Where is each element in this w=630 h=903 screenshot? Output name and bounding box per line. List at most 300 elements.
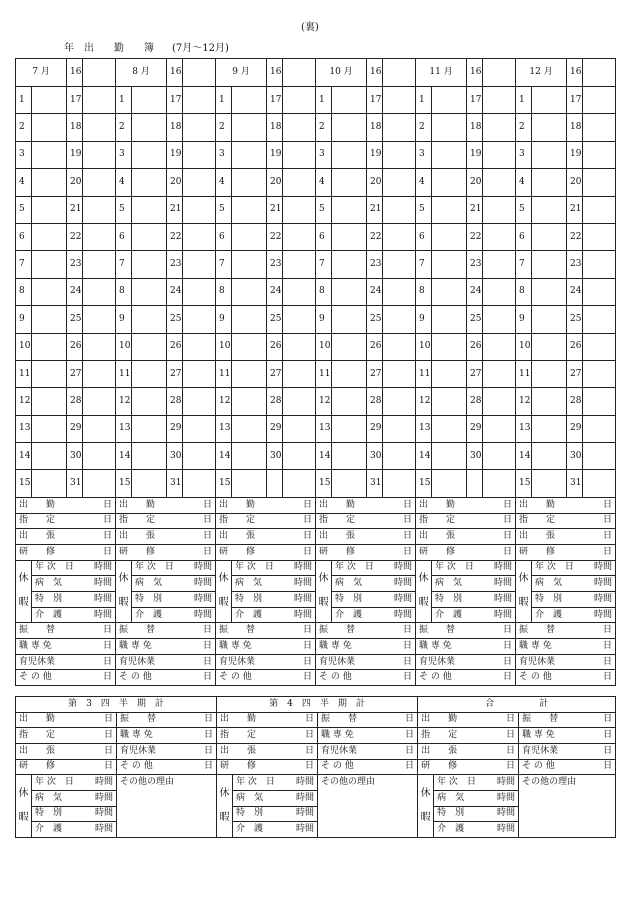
day-cell[interactable]	[532, 196, 567, 223]
day-cell[interactable]	[132, 470, 167, 497]
day-cell[interactable]	[83, 415, 116, 442]
day-cell[interactable]	[532, 360, 567, 387]
totals-left-cell[interactable]	[16, 759, 117, 775]
day-cell[interactable]	[83, 169, 116, 196]
day-cell[interactable]	[332, 306, 367, 333]
other-cell[interactable]	[16, 670, 116, 686]
day-cell[interactable]	[132, 169, 167, 196]
leave-cell[interactable]	[132, 560, 216, 576]
day-cell[interactable]	[32, 251, 67, 278]
leave-cell[interactable]	[32, 576, 116, 592]
day-cell[interactable]	[83, 196, 116, 223]
other-cell[interactable]	[216, 654, 316, 670]
leave-cell[interactable]	[332, 607, 416, 623]
day-cell[interactable]	[283, 388, 316, 415]
day-cell[interactable]	[583, 141, 616, 168]
summary-cell[interactable]	[216, 497, 316, 513]
day-cell[interactable]	[383, 388, 416, 415]
day-cell[interactable]	[583, 169, 616, 196]
day-cell[interactable]	[32, 87, 67, 114]
leave-cell[interactable]	[232, 607, 316, 623]
day-cell[interactable]	[432, 223, 467, 250]
summary-cell[interactable]	[116, 544, 216, 560]
day-cell[interactable]	[183, 196, 216, 223]
day-cell[interactable]	[532, 251, 567, 278]
day-cell[interactable]	[183, 59, 216, 87]
day-cell[interactable]	[83, 443, 116, 470]
totals-left-cell[interactable]	[418, 712, 519, 728]
leave-cell[interactable]	[232, 591, 316, 607]
day-cell[interactable]	[283, 360, 316, 387]
other-cell[interactable]	[216, 670, 316, 686]
day-cell[interactable]	[532, 306, 567, 333]
totals-right-cell[interactable]	[519, 728, 616, 744]
other-cell[interactable]	[16, 654, 116, 670]
totals-right-cell[interactable]	[318, 712, 418, 728]
day-cell[interactable]	[532, 169, 567, 196]
summary-cell[interactable]	[116, 497, 216, 513]
day-cell[interactable]	[332, 470, 367, 497]
day-cell[interactable]	[32, 443, 67, 470]
day-cell[interactable]	[383, 196, 416, 223]
totals-leave-cell[interactable]	[32, 822, 117, 838]
day-cell[interactable]	[32, 306, 67, 333]
totals-left-cell[interactable]	[217, 728, 318, 744]
day-cell[interactable]	[432, 470, 467, 497]
day-cell[interactable]	[232, 470, 267, 497]
day-cell[interactable]	[183, 388, 216, 415]
other-cell[interactable]	[216, 639, 316, 655]
totals-right-cell[interactable]	[117, 759, 217, 775]
day-cell[interactable]	[483, 278, 516, 305]
other-cell[interactable]	[316, 654, 416, 670]
day-cell[interactable]	[383, 360, 416, 387]
day-cell[interactable]	[183, 415, 216, 442]
day-cell[interactable]	[232, 278, 267, 305]
day-cell[interactable]	[383, 141, 416, 168]
leave-cell[interactable]	[432, 576, 516, 592]
day-cell[interactable]	[232, 415, 267, 442]
day-cell[interactable]	[183, 169, 216, 196]
day-cell[interactable]	[32, 415, 67, 442]
day-cell[interactable]	[583, 360, 616, 387]
day-cell[interactable]	[383, 415, 416, 442]
day-cell[interactable]	[332, 87, 367, 114]
day-cell[interactable]	[483, 169, 516, 196]
day-cell[interactable]	[32, 470, 67, 497]
totals-leave-cell[interactable]	[32, 790, 117, 806]
other-cell[interactable]	[416, 623, 516, 639]
other-cell[interactable]	[516, 654, 616, 670]
day-cell[interactable]	[332, 141, 367, 168]
other-cell[interactable]	[416, 639, 516, 655]
day-cell[interactable]	[483, 333, 516, 360]
day-cell[interactable]	[332, 333, 367, 360]
day-cell[interactable]	[283, 278, 316, 305]
leave-cell[interactable]	[332, 576, 416, 592]
totals-left-cell[interactable]	[16, 712, 117, 728]
other-cell[interactable]	[116, 654, 216, 670]
totals-left-cell[interactable]	[217, 712, 318, 728]
day-cell[interactable]	[183, 470, 216, 497]
day-cell[interactable]	[583, 59, 616, 87]
day-cell[interactable]	[383, 251, 416, 278]
summary-cell[interactable]	[316, 497, 416, 513]
day-cell[interactable]	[83, 114, 116, 141]
other-cell[interactable]	[216, 623, 316, 639]
day-cell[interactable]	[583, 196, 616, 223]
day-cell[interactable]	[183, 278, 216, 305]
day-cell[interactable]	[332, 388, 367, 415]
other-cell[interactable]	[116, 623, 216, 639]
totals-right-cell[interactable]	[519, 759, 616, 775]
day-cell[interactable]	[132, 223, 167, 250]
day-cell[interactable]	[232, 114, 267, 141]
totals-right-cell[interactable]	[318, 728, 418, 744]
day-cell[interactable]	[283, 141, 316, 168]
day-cell[interactable]	[483, 306, 516, 333]
summary-cell[interactable]	[116, 513, 216, 529]
totals-left-cell[interactable]	[217, 743, 318, 759]
other-cell[interactable]	[316, 623, 416, 639]
leave-cell[interactable]	[432, 591, 516, 607]
summary-cell[interactable]	[516, 497, 616, 513]
totals-left-cell[interactable]	[418, 728, 519, 744]
day-cell[interactable]	[32, 223, 67, 250]
leave-cell[interactable]	[32, 607, 116, 623]
other-cell[interactable]	[416, 670, 516, 686]
day-cell[interactable]	[432, 415, 467, 442]
day-cell[interactable]	[383, 59, 416, 87]
summary-cell[interactable]	[316, 529, 416, 545]
day-cell[interactable]	[183, 114, 216, 141]
totals-leave-cell[interactable]	[434, 806, 519, 822]
summary-cell[interactable]	[516, 529, 616, 545]
totals-left-cell[interactable]	[16, 743, 117, 759]
day-cell[interactable]	[583, 278, 616, 305]
summary-cell[interactable]	[216, 544, 316, 560]
day-cell[interactable]	[383, 443, 416, 470]
day-cell[interactable]	[32, 388, 67, 415]
day-cell[interactable]	[132, 196, 167, 223]
other-cell[interactable]	[316, 670, 416, 686]
totals-right-cell[interactable]	[318, 759, 418, 775]
day-cell[interactable]	[383, 306, 416, 333]
totals-leave-cell[interactable]	[32, 775, 117, 791]
other-reason-cell[interactable]	[318, 775, 418, 838]
other-reason-cell[interactable]	[117, 775, 217, 838]
day-cell[interactable]	[332, 443, 367, 470]
day-cell[interactable]	[232, 196, 267, 223]
day-cell[interactable]	[483, 141, 516, 168]
other-cell[interactable]	[416, 654, 516, 670]
leave-cell[interactable]	[132, 607, 216, 623]
day-cell[interactable]	[283, 223, 316, 250]
day-cell[interactable]	[132, 443, 167, 470]
day-cell[interactable]	[232, 306, 267, 333]
day-cell[interactable]	[132, 333, 167, 360]
totals-leave-cell[interactable]	[233, 806, 318, 822]
day-cell[interactable]	[532, 223, 567, 250]
summary-cell[interactable]	[16, 544, 116, 560]
totals-leave-cell[interactable]	[233, 775, 318, 791]
day-cell[interactable]	[483, 360, 516, 387]
day-cell[interactable]	[83, 141, 116, 168]
day-cell[interactable]	[432, 114, 467, 141]
other-cell[interactable]	[16, 639, 116, 655]
leave-cell[interactable]	[332, 560, 416, 576]
day-cell[interactable]	[283, 196, 316, 223]
day-cell[interactable]	[532, 114, 567, 141]
day-cell[interactable]	[332, 278, 367, 305]
other-reason-cell[interactable]	[519, 775, 616, 838]
totals-left-cell[interactable]	[418, 743, 519, 759]
day-cell[interactable]	[283, 114, 316, 141]
day-cell[interactable]	[83, 306, 116, 333]
day-cell[interactable]	[132, 251, 167, 278]
day-cell[interactable]	[232, 223, 267, 250]
day-cell[interactable]	[283, 169, 316, 196]
day-cell[interactable]	[432, 251, 467, 278]
day-number: 22	[567, 223, 583, 250]
day-cell[interactable]	[383, 333, 416, 360]
day-cell[interactable]	[232, 251, 267, 278]
day-cell[interactable]	[183, 306, 216, 333]
day-cell[interactable]	[132, 306, 167, 333]
leave-cell[interactable]	[132, 591, 216, 607]
day-cell[interactable]	[83, 278, 116, 305]
day-cell[interactable]	[432, 306, 467, 333]
day-cell[interactable]	[132, 278, 167, 305]
day-cell[interactable]	[583, 443, 616, 470]
totals-leave-cell[interactable]	[434, 790, 519, 806]
day-cell[interactable]	[132, 360, 167, 387]
day-cell[interactable]	[283, 59, 316, 87]
day-cell[interactable]	[83, 333, 116, 360]
totals-leave-cell[interactable]	[32, 806, 117, 822]
day-cell[interactable]	[283, 443, 316, 470]
day-cell[interactable]	[332, 223, 367, 250]
summary-cell[interactable]	[216, 529, 316, 545]
day-cell[interactable]	[183, 87, 216, 114]
other-cell[interactable]	[116, 639, 216, 655]
day-cell[interactable]	[383, 169, 416, 196]
day-cell[interactable]	[283, 87, 316, 114]
day-cell[interactable]	[32, 196, 67, 223]
day-cell[interactable]	[432, 360, 467, 387]
day-cell[interactable]	[583, 306, 616, 333]
leave-cell[interactable]	[432, 560, 516, 576]
day-cell[interactable]	[532, 470, 567, 497]
day-cell[interactable]	[432, 169, 467, 196]
summary-cell[interactable]	[316, 513, 416, 529]
day-cell[interactable]	[532, 333, 567, 360]
day-cell[interactable]	[283, 306, 316, 333]
day-cell[interactable]	[332, 415, 367, 442]
totals-left-cell[interactable]	[217, 759, 318, 775]
day-cell[interactable]	[132, 141, 167, 168]
day-cell[interactable]	[483, 223, 516, 250]
day-cell[interactable]	[532, 141, 567, 168]
day-cell[interactable]	[32, 114, 67, 141]
day-cell[interactable]	[332, 251, 367, 278]
day-cell[interactable]	[532, 415, 567, 442]
day-cell[interactable]	[483, 251, 516, 278]
day-cell[interactable]	[332, 360, 367, 387]
leave-cell[interactable]	[132, 576, 216, 592]
day-cell[interactable]	[532, 388, 567, 415]
totals-right-cell[interactable]	[318, 743, 418, 759]
day-cell[interactable]	[183, 360, 216, 387]
day-cell[interactable]	[232, 333, 267, 360]
leave-cell[interactable]	[532, 560, 616, 576]
day-cell[interactable]	[32, 278, 67, 305]
day-cell[interactable]	[232, 141, 267, 168]
day-cell[interactable]	[232, 87, 267, 114]
day-cell[interactable]	[32, 141, 67, 168]
totals-left-cell[interactable]	[16, 728, 117, 744]
day-cell[interactable]	[432, 196, 467, 223]
totals-leave-cell[interactable]	[233, 790, 318, 806]
summary-cell[interactable]	[416, 513, 516, 529]
day-cell[interactable]	[383, 114, 416, 141]
totals-right-cell[interactable]	[117, 743, 217, 759]
day-cell[interactable]	[283, 470, 316, 497]
summary-cell[interactable]	[416, 529, 516, 545]
other-cell[interactable]	[316, 639, 416, 655]
day-cell[interactable]	[483, 443, 516, 470]
day-cell[interactable]	[132, 114, 167, 141]
day-cell[interactable]	[183, 141, 216, 168]
totals-right-cell[interactable]	[519, 712, 616, 728]
day-cell[interactable]	[83, 470, 116, 497]
day-cell[interactable]	[383, 87, 416, 114]
day-cell[interactable]	[332, 114, 367, 141]
day-cell[interactable]	[283, 251, 316, 278]
day-cell[interactable]	[83, 87, 116, 114]
other-cell[interactable]	[16, 623, 116, 639]
day-cell[interactable]	[32, 169, 67, 196]
day-cell[interactable]	[483, 388, 516, 415]
leave-cell[interactable]	[532, 607, 616, 623]
day-cell[interactable]	[583, 470, 616, 497]
summary-cell[interactable]	[216, 513, 316, 529]
day-cell[interactable]	[332, 196, 367, 223]
day-cell[interactable]	[183, 333, 216, 360]
day-cell[interactable]	[232, 388, 267, 415]
day-cell[interactable]	[483, 87, 516, 114]
day-cell[interactable]	[583, 114, 616, 141]
day-cell[interactable]	[483, 196, 516, 223]
day-cell[interactable]	[132, 388, 167, 415]
summary-cell[interactable]	[416, 544, 516, 560]
day-cell[interactable]	[583, 87, 616, 114]
day-cell[interactable]	[432, 278, 467, 305]
day-cell[interactable]	[83, 251, 116, 278]
summary-cell[interactable]	[516, 544, 616, 560]
day-cell[interactable]	[232, 360, 267, 387]
summary-cell[interactable]	[16, 497, 116, 513]
day-cell[interactable]	[83, 59, 116, 87]
day-cell[interactable]	[383, 223, 416, 250]
leave-cell[interactable]	[232, 576, 316, 592]
day-cell[interactable]	[283, 415, 316, 442]
day-cell[interactable]	[183, 223, 216, 250]
day-cell[interactable]	[332, 169, 367, 196]
other-cell[interactable]	[516, 670, 616, 686]
day-cell[interactable]	[132, 87, 167, 114]
day-cell[interactable]	[432, 443, 467, 470]
day-cell[interactable]	[83, 388, 116, 415]
day-cell[interactable]	[132, 415, 167, 442]
totals-right-cell[interactable]	[519, 743, 616, 759]
leave-cell[interactable]	[432, 607, 516, 623]
day-cell[interactable]	[483, 470, 516, 497]
summary-cell[interactable]	[516, 513, 616, 529]
totals-leave-cell[interactable]	[233, 822, 318, 838]
leave-cell[interactable]	[532, 591, 616, 607]
totals-left-cell[interactable]	[418, 759, 519, 775]
leave-cell[interactable]	[32, 591, 116, 607]
day-cell[interactable]	[483, 59, 516, 87]
day-cell[interactable]	[532, 87, 567, 114]
summary-cell[interactable]	[316, 544, 416, 560]
day-cell[interactable]	[383, 470, 416, 497]
leave-cell[interactable]	[232, 560, 316, 576]
day-cell[interactable]	[583, 251, 616, 278]
leave-cell[interactable]	[332, 591, 416, 607]
other-cell[interactable]	[516, 639, 616, 655]
day-cell[interactable]	[583, 415, 616, 442]
other-cell[interactable]	[116, 670, 216, 686]
day-cell[interactable]	[32, 360, 67, 387]
day-cell[interactable]	[83, 223, 116, 250]
day-cell[interactable]	[432, 87, 467, 114]
day-cell[interactable]	[183, 251, 216, 278]
day-cell[interactable]	[483, 415, 516, 442]
day-cell[interactable]	[432, 333, 467, 360]
summary-cell[interactable]	[16, 529, 116, 545]
day-cell[interactable]	[183, 443, 216, 470]
totals-right-cell[interactable]	[117, 712, 217, 728]
leave-cell[interactable]	[532, 576, 616, 592]
totals-right-cell[interactable]	[117, 728, 217, 744]
day-cell[interactable]	[283, 333, 316, 360]
day-cell[interactable]	[383, 278, 416, 305]
day-cell[interactable]	[583, 223, 616, 250]
day-cell[interactable]	[32, 333, 67, 360]
totals-leave-cell[interactable]	[434, 822, 519, 838]
day-cell[interactable]	[583, 333, 616, 360]
summary-cell[interactable]	[416, 497, 516, 513]
summary-label: 出 勤	[219, 499, 256, 510]
day-cell[interactable]	[532, 278, 567, 305]
leave-cell[interactable]	[32, 560, 116, 576]
other-cell[interactable]	[516, 623, 616, 639]
day-cell[interactable]	[583, 388, 616, 415]
day-cell[interactable]	[232, 443, 267, 470]
summary-cell[interactable]	[116, 529, 216, 545]
totals-leave-cell[interactable]	[434, 775, 519, 791]
day-cell[interactable]	[483, 114, 516, 141]
day-cell[interactable]	[83, 360, 116, 387]
totals-left-label: 指 定	[220, 730, 257, 741]
day-cell[interactable]	[432, 388, 467, 415]
day-cell[interactable]	[532, 443, 567, 470]
summary-cell[interactable]	[16, 513, 116, 529]
day-cell[interactable]	[432, 141, 467, 168]
day-cell[interactable]	[232, 169, 267, 196]
